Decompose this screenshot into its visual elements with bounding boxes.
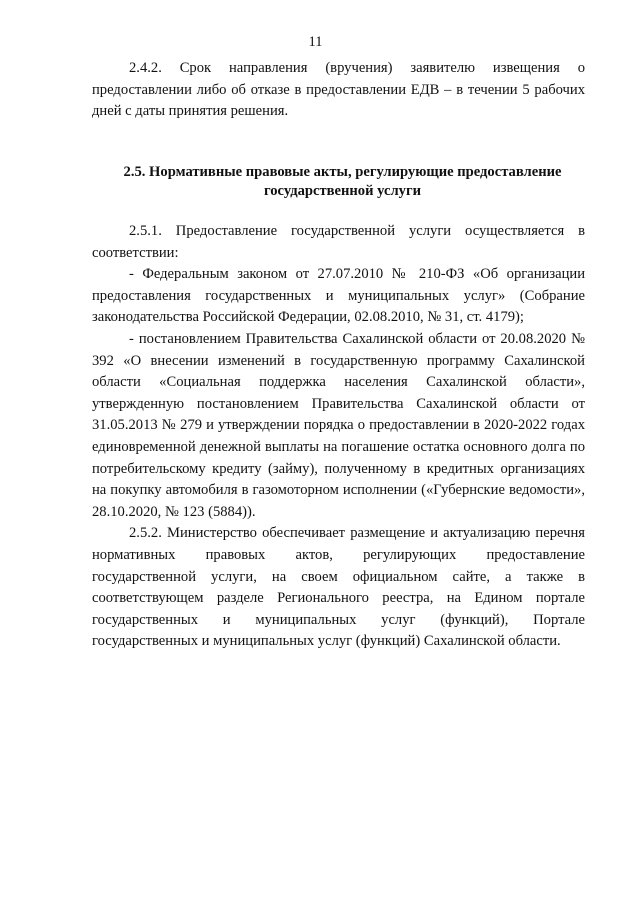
paragraph-2-5-1: 2.5.1. Предоставление государственной услуги осуществляется в соответствии: <box>92 223 585 261</box>
section-heading-2-5 <box>100 163 585 201</box>
paragraph-2-5-2: 2.5.2. Министерство обеспечивает размещение и актуализацию перечня нормативных правовых актов, регулирующих предоставление государственной услуги, на своем официальном сайте, а также в соответствующем разделе Регионального реестра, на Едином портале государственных и муниципальных услуг (функций), Портале государственных и муниципальных услуг (функций) Сахалинской области. <box>92 525 585 650</box>
list-item-government-decree: - постановлением Правительства Сахалинской области от 20.08.2020 № 392 «О внесении изменений в государственную программу Сахалинской области «Социальная поддержка населения Сахалинской области», утвержденную постановлением Правительства Сахалинской области от 31.05.2013 № 279 и утверждении порядка о предоставлении в 2020-2022 годах единовременной денежной выплаты на погашение остатка основного долга по потребительскому кредиту (займу), полученному в кредитных организациях на покупку автомобиля в газомоторном исполнении («Губернские ведомости», 28.10.2020, № 123 (5884)). <box>92 330 585 520</box>
page-number: 11 <box>308 34 323 50</box>
heading-line-2: государственной услуги <box>263 183 422 199</box>
section-2-4-2 <box>92 58 585 123</box>
heading-line-1: 2.5. Нормативные правовые акты, регулирующие предоставление <box>123 164 562 180</box>
list-item-federal-law: - Федеральным законом от 27.07.2010 № 210-ФЗ «Об организации предоставления государственных и муниципальных услуг» (Собрание законодательства Российской Федерации, 02.08.2010, № 31, ст. 4179); <box>92 266 585 326</box>
paragraph-2-4-2: 2.4.2. Срок направления (вручения) заявителю извещения о предоставлении либо об отказе в предоставлении ЕДВ – в течении 5 рабочих дней с даты принятия решения. <box>92 60 585 120</box>
section-2-5-body <box>92 221 585 653</box>
